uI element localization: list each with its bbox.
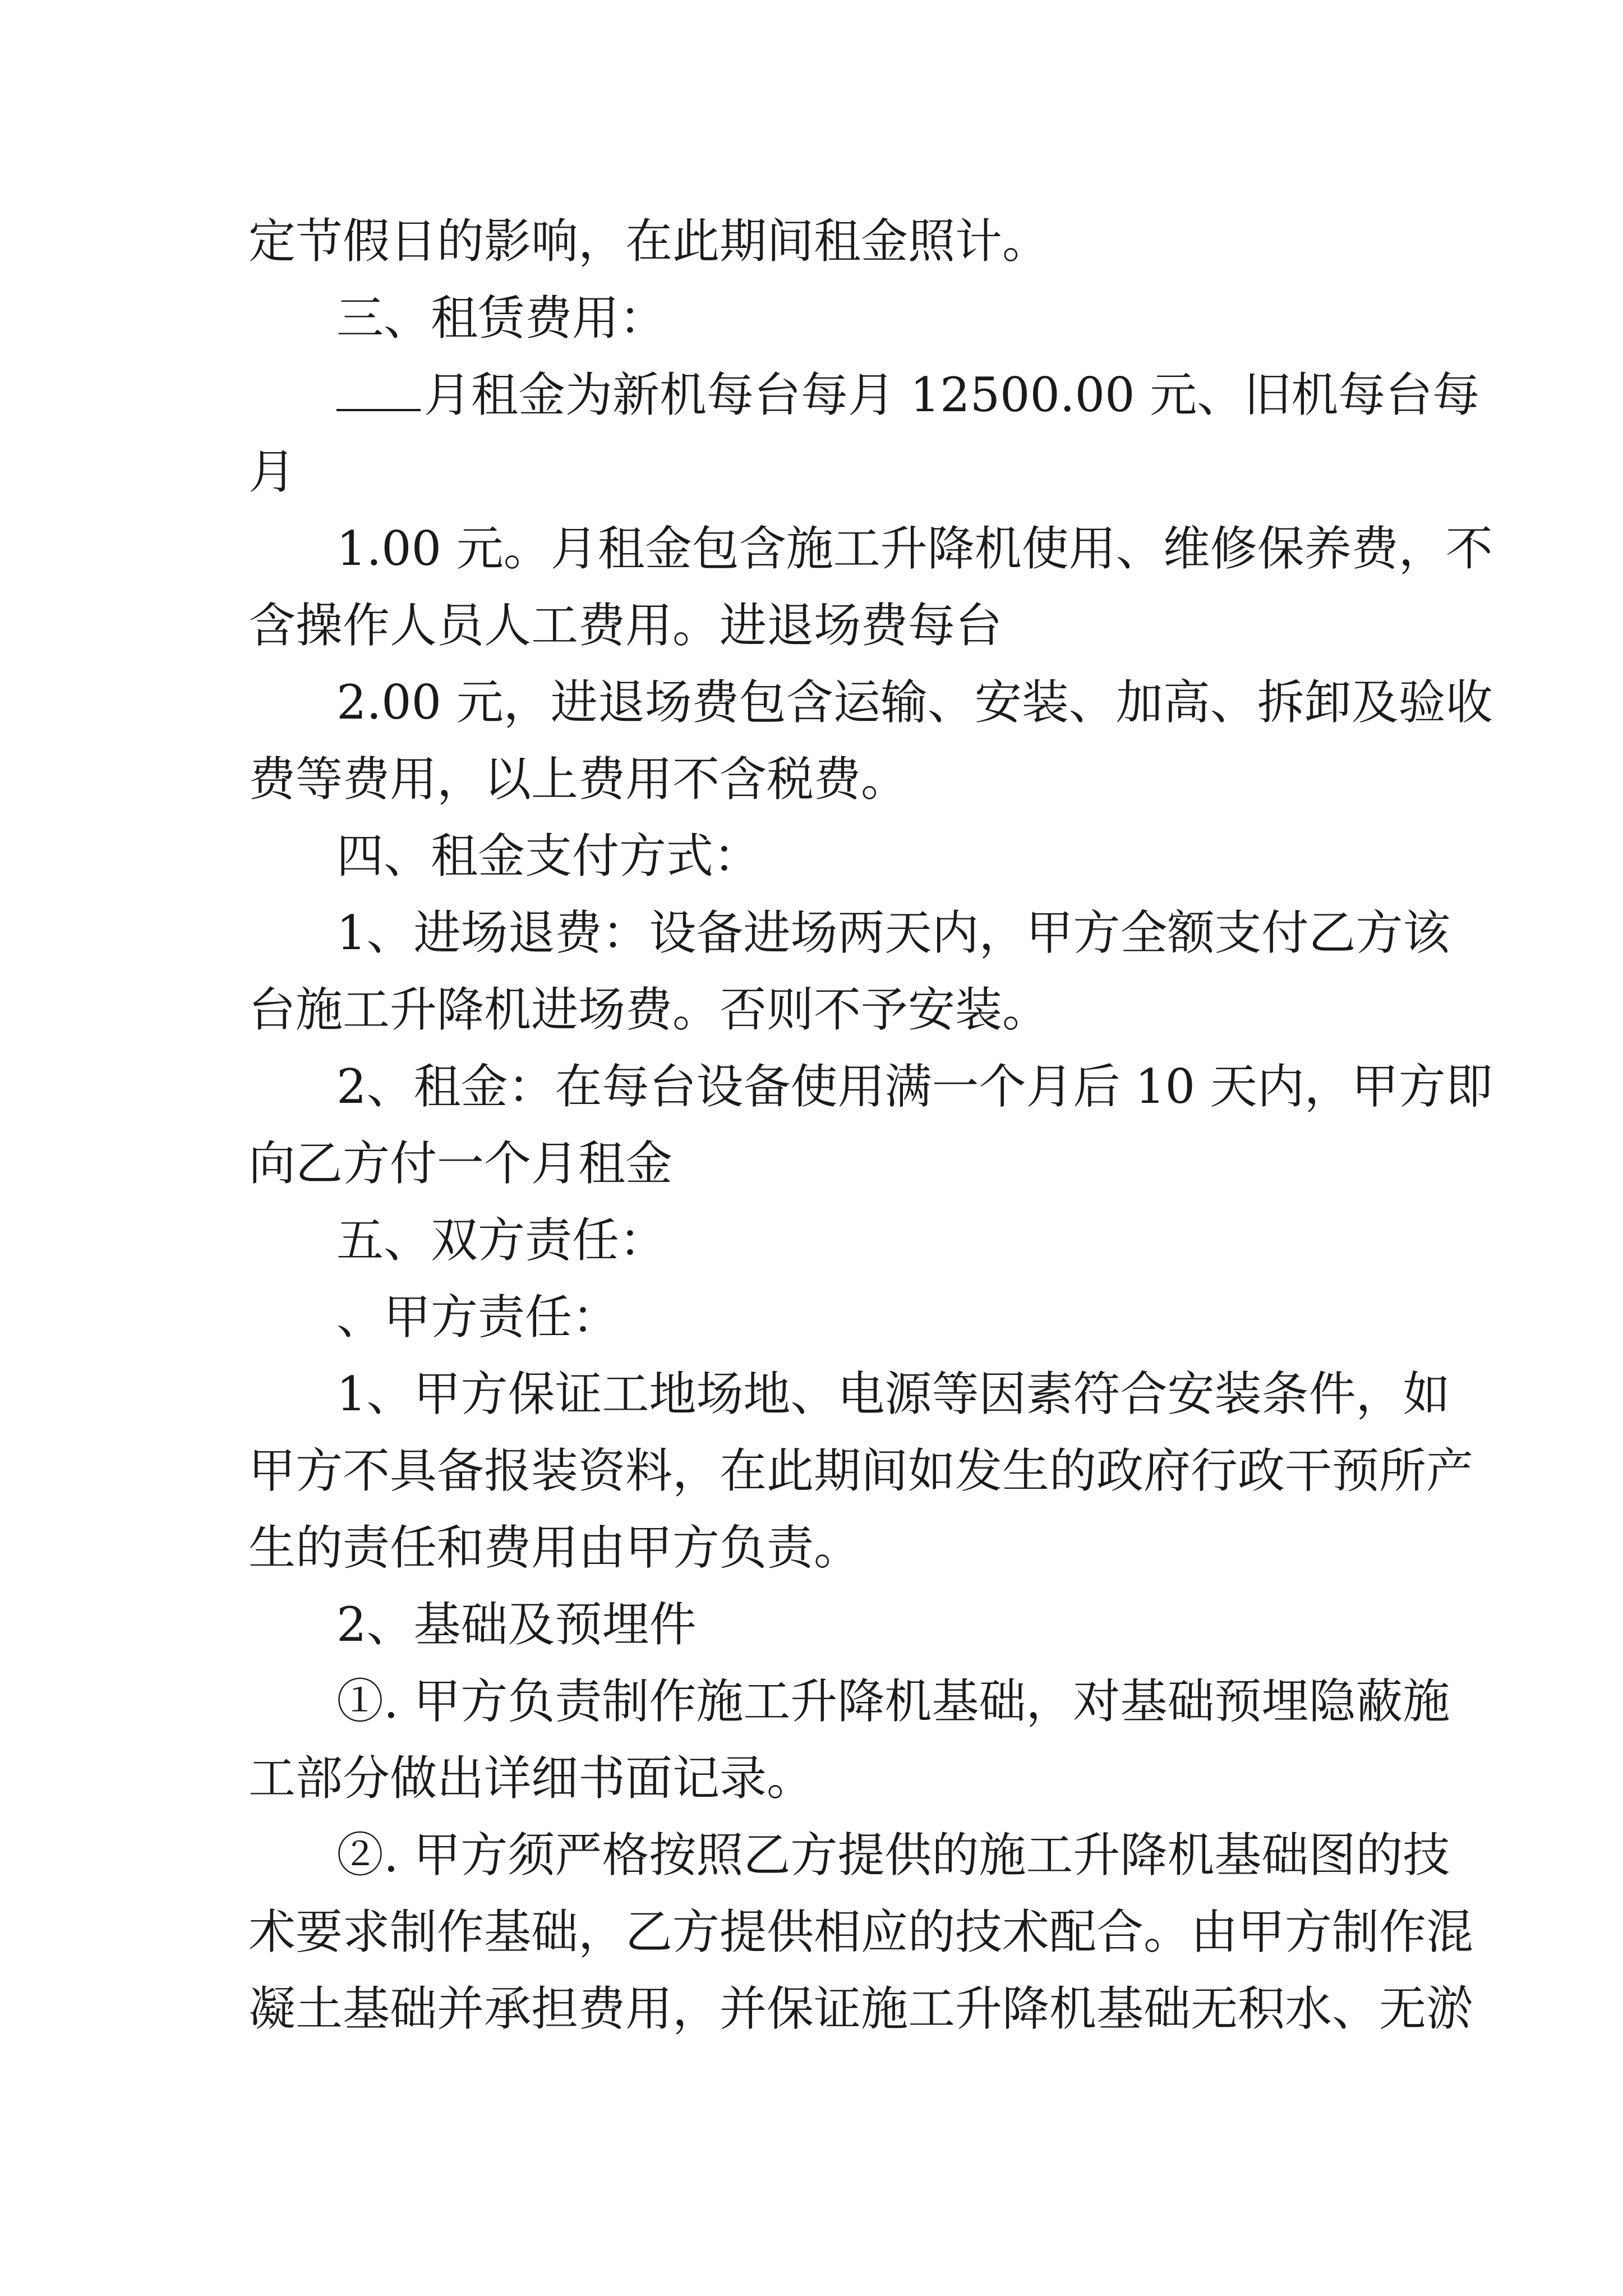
text-line: 生的责任和费用由甲方负责。: [248, 1520, 861, 1575]
section-heading: 三、租赁费用：: [336, 291, 667, 346]
text-line: 工部分做出详细书面记录。: [248, 1751, 814, 1806]
text-line: ②. 甲方须严格按照乙方提供的施工升降机基础图的技: [336, 1828, 1450, 1883]
text-line: 凝土基础并承担费用，并保证施工升降机基础无积水、无淤: [248, 1981, 1474, 2036]
text-line: 台施工升降机进场费。否则不予安装。: [248, 982, 1050, 1037]
text-line: 费等费用，以上费用不含税费。: [248, 752, 909, 807]
text-line: 1.00 元。月租金包含施工升降机使用、维修保养费，不: [336, 521, 1493, 576]
subsection-heading: 2、基础及预埋件: [336, 1597, 697, 1652]
fill-in-blank: [336, 370, 421, 411]
text-line: 1、甲方保证工地场地、电源等因素符合安装条件，如: [336, 1366, 1450, 1421]
text-line: 定节假日的影响，在此期间租金照计。: [248, 214, 1050, 269]
section-heading: 四、租金支付方式：: [336, 829, 761, 884]
subsection-heading: 、甲方责任：: [336, 1290, 620, 1345]
text-line: 甲方不具备报装资料，在此期间如发生的政府行政干预所产: [248, 1443, 1474, 1498]
text-line: 月: [248, 444, 296, 499]
text-line: 2.00 元，进退场费包含运输、安装、加高、拆卸及验收: [336, 675, 1493, 730]
text-line: 1、进场退费：设备进场两天内，甲方全额支付乙方该: [336, 905, 1450, 960]
text-line: 月租金为新机每台每月 12500.00 元、旧机每台每: [0, 361, 1389, 429]
text-line: 含操作人员人工费用。进退场费每台: [248, 598, 1003, 653]
text-line: 2、租金：在每台设备使用满一个月后 10 天内，甲方即: [336, 1059, 1493, 1114]
section-heading: 五、双方责任：: [336, 1213, 667, 1268]
text-line: 术要求制作基础，乙方提供相应的技术配合。由甲方制作混: [248, 1904, 1474, 1959]
text-line: 向乙方付一个月租金: [248, 1136, 673, 1191]
text-line: ①. 甲方负责制作施工升降机基础，对基础预埋隐蔽施: [336, 1674, 1450, 1729]
